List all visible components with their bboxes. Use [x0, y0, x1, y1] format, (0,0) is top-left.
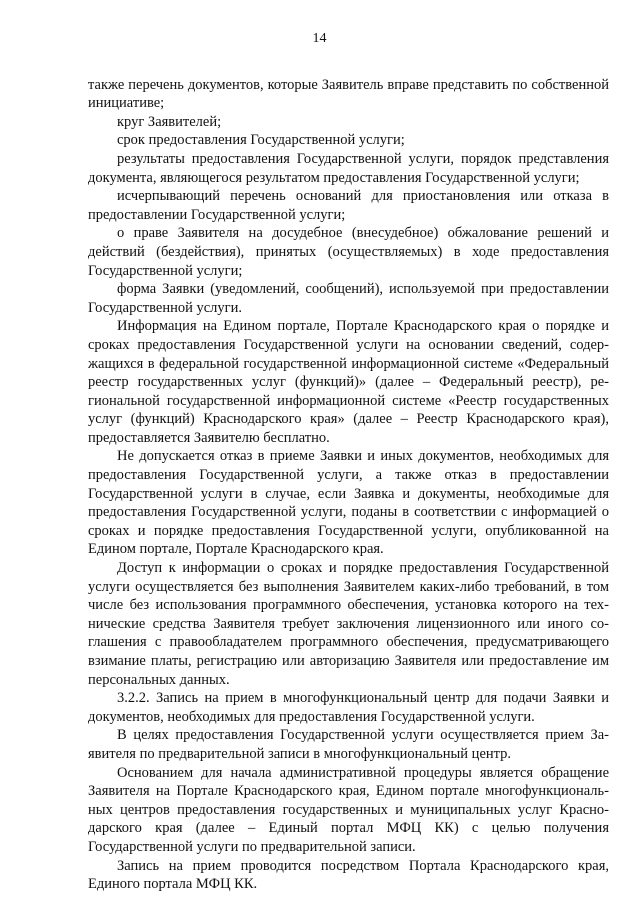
- paragraph-preliminary-appointment: В целях предоставления Государственной услуги осуществляется прием Заявителя по предварительной записи в многофункциональный центр.: [88, 727, 609, 762]
- paragraph-portal-information: Информация на Едином портале, Портале Краснодарского края о порядке и сроках предоставления Государственной услуги на основании сведений, содержащихся в федеральной государственной информационной системе «Федеральный реестр государственных услуг (функций)» (далее – Федеральный реестр), региональной государственной информационной системе «Реестр государственных услуг (функций) Краснодарского края» (далее – Реестр Краснодарского края), предоставляется Заявителю бесплатно.: [88, 318, 609, 446]
- paragraph-refusal-not-allowed: Не допускается отказ в приеме Заявки и иных документов, необходимых для предоставления Государственной услуги, а также отказ в предоставлении Государственной услуги в случае, если Заявка и документы, необходимые для предоставления Государственной услуги, поданы в соответствии с информацией о сроках и порядке предоставления Государственной услуги, опубликованной на Едином портале, Портале Краснодарского края.: [88, 448, 609, 558]
- paragraph-refusal-grounds: исчерпывающий перечень оснований для приостановления или отказа в предоставлении Государственной услуги;: [88, 188, 609, 223]
- paragraph-information-access: Доступ к информации о сроках и порядке предоставления Государственной услуги осуществляется без выполнения Заявителем каких-либо требований, в том числе без использования программного обеспечения, установка которого на технические средства Заявителя требует заключения лицензионного или иного соглашения с правообладателем программного обеспечения, предусматривающего взимание платы, регистрацию или авторизацию Заявителя или предоставление им персональных данных.: [88, 560, 609, 688]
- paragraph-application-form: форма Заявки (уведомлений, сообщений), используемой при предоставлении Государственной услуги.: [88, 281, 609, 316]
- paragraph-service-results: результаты предоставления Государственной услуги, порядок представления документа, являющегося результатом предоставления Государственной услуги;: [88, 150, 609, 186]
- paragraph-appeal-right: о праве Заявителя на досудебное (внесудебное) обжалование решений и действий (бездействия), принятых (осуществляемых) в ходе предоставления Государственной услуги;: [88, 225, 609, 279]
- page-number: 14: [312, 31, 327, 46]
- paragraph-section-3-2-2: 3.2.2. Запись на прием в многофункциональный центр для подачи Заявки и документов, необходимых для предоставления Государственной услуги.: [88, 690, 609, 725]
- paragraph-procedure-basis: Основанием для начала административной процедуры является обращение Заявителя на Портале Краснодарского края, Едином портале многофункциональных центров предоставления государственных и муниципальных услуг Краснодарского края (далее – Единый портал МФЦ КК) с целью получения Государственной услуги по предварительной записи.: [88, 764, 609, 855]
- paragraph-documents-list: также перечень документов, которые Заявитель вправе представить по собственной инициативе;: [88, 76, 609, 112]
- paragraph-appointment-method: Запись на прием проводится посредством Портала Краснодарского края, Единого портала МФЦ КК.: [88, 857, 609, 893]
- paragraph-service-term: срок предоставления Государственной услуги;: [117, 132, 405, 149]
- paragraph-applicants-circle: круг Заявителей;: [117, 113, 222, 130]
